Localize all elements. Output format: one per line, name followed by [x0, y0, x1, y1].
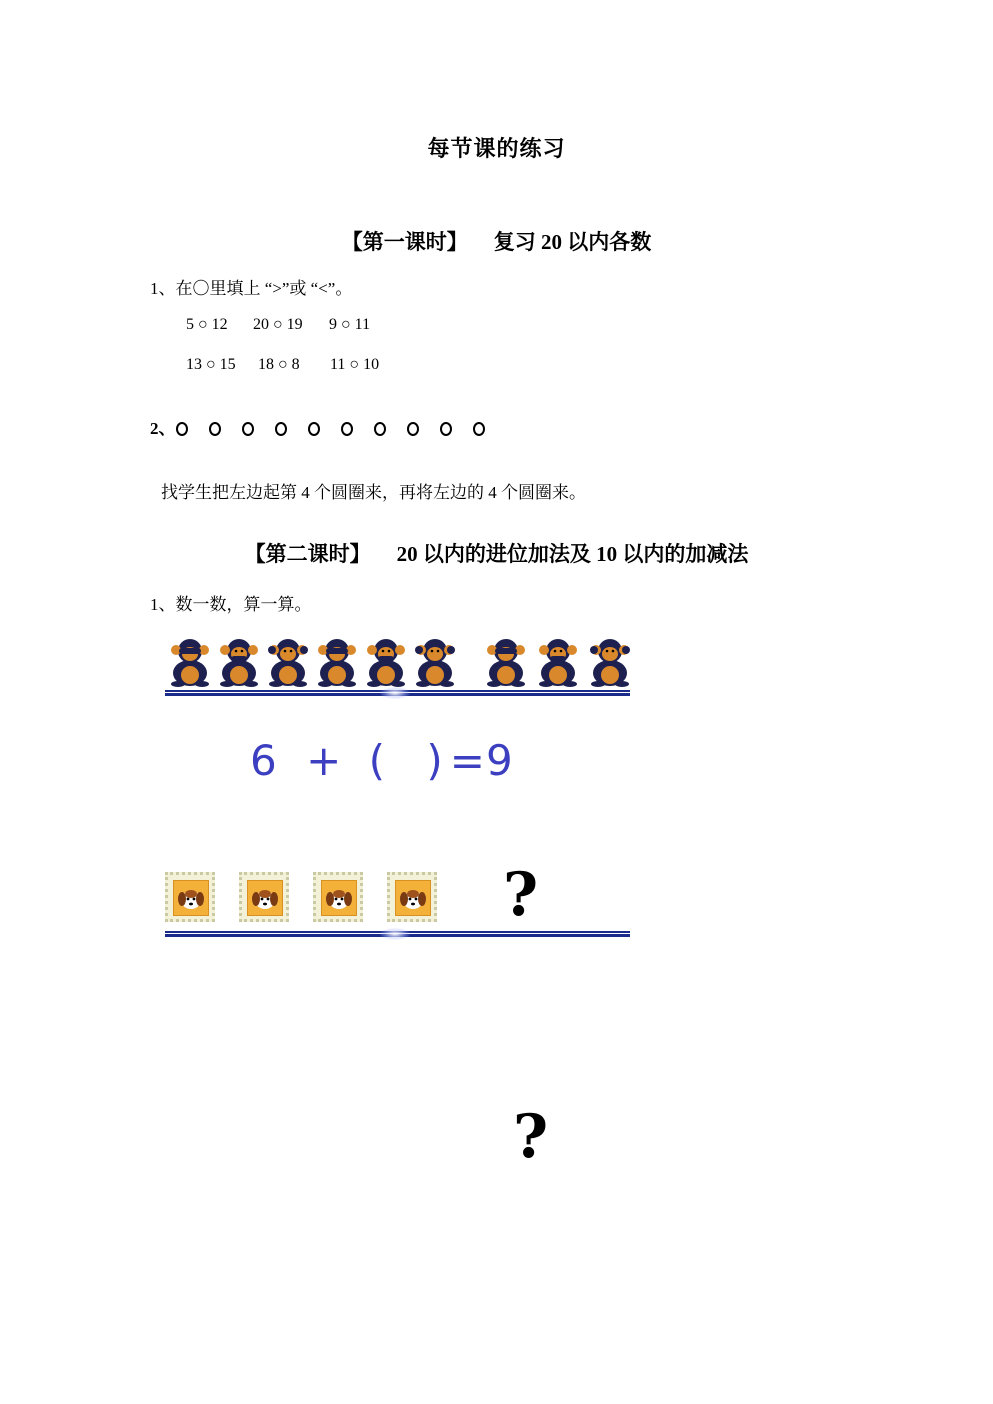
- strip-baseline: [165, 690, 630, 696]
- lesson2-q1-prompt: 1、数一数，算一算。: [150, 595, 312, 614]
- equation-result: =9: [449, 736, 514, 785]
- lesson2-label: 【第二课时】: [244, 542, 371, 566]
- monkey-icon: [361, 635, 411, 687]
- compare-item: 13 ○ 15: [186, 356, 236, 373]
- monkey-strip: [165, 635, 630, 700]
- monkey-icon: [165, 635, 215, 687]
- monkey-icon: [312, 635, 362, 687]
- monkey-icon: [263, 635, 313, 687]
- monkey-icon: [585, 635, 635, 687]
- compare-row-2: [186, 356, 379, 374]
- lesson1-q2-instruction: 找学生把左边起第 4 个圆圈来，再将左边的 4 个圆圈来。: [161, 483, 586, 502]
- equation: [250, 736, 514, 785]
- monkey-icon: [410, 635, 460, 687]
- lesson1-label: 【第一课时】: [341, 230, 468, 254]
- monkey-icon: [533, 635, 583, 687]
- lesson1-q1-prompt: 1、在〇里填上 “>”或 “<”。: [150, 279, 353, 298]
- compare-row-1: [186, 316, 370, 334]
- circle-icon: [374, 422, 386, 436]
- circle-icon: [407, 422, 419, 436]
- stamp-strip: [165, 860, 630, 942]
- circle-icon: [176, 422, 188, 436]
- strip-baseline: [165, 931, 630, 937]
- lesson2-topic: 20 以内的进位加法及 10 以内的加减法: [396, 542, 749, 566]
- equation-left: 6: [250, 736, 278, 785]
- monkey-icon: [214, 635, 264, 687]
- lesson1-q2-circles: [150, 414, 506, 439]
- question-mark: ?: [513, 1102, 549, 1172]
- compare-item: 20 ○ 19: [253, 316, 303, 333]
- lesson1-q2-number: 2、: [150, 419, 176, 438]
- compare-item: 5 ○ 12: [186, 316, 228, 333]
- circle-icon: [209, 422, 221, 436]
- dog-stamp-icon: [239, 872, 289, 922]
- circle-icon: [341, 422, 353, 436]
- dog-stamp-icon: [313, 872, 363, 922]
- circle-row: [176, 419, 506, 438]
- circle-icon: [308, 422, 320, 436]
- compare-item: 11 ○ 10: [330, 356, 380, 373]
- dog-stamp-icon: [165, 872, 215, 922]
- equation-open-paren: (: [368, 736, 387, 785]
- page-title: 每节课的练习: [427, 136, 566, 161]
- lesson2-heading: [0, 538, 993, 568]
- compare-item: 18 ○ 8: [258, 356, 300, 373]
- monkey-icon: [481, 635, 531, 687]
- equation-plus: +: [306, 736, 343, 785]
- lesson1-topic: 复习 20 以内各数: [493, 230, 652, 254]
- circle-icon: [275, 422, 287, 436]
- lesson1-heading: [0, 226, 993, 256]
- question-mark: ?: [503, 860, 539, 930]
- circle-icon: [242, 422, 254, 436]
- compare-item: 9 ○ 11: [329, 316, 371, 333]
- equation-close-paren: ): [426, 736, 444, 785]
- circle-icon: [473, 422, 485, 436]
- circle-icon: [440, 422, 452, 436]
- dog-stamp-icon: [387, 872, 437, 922]
